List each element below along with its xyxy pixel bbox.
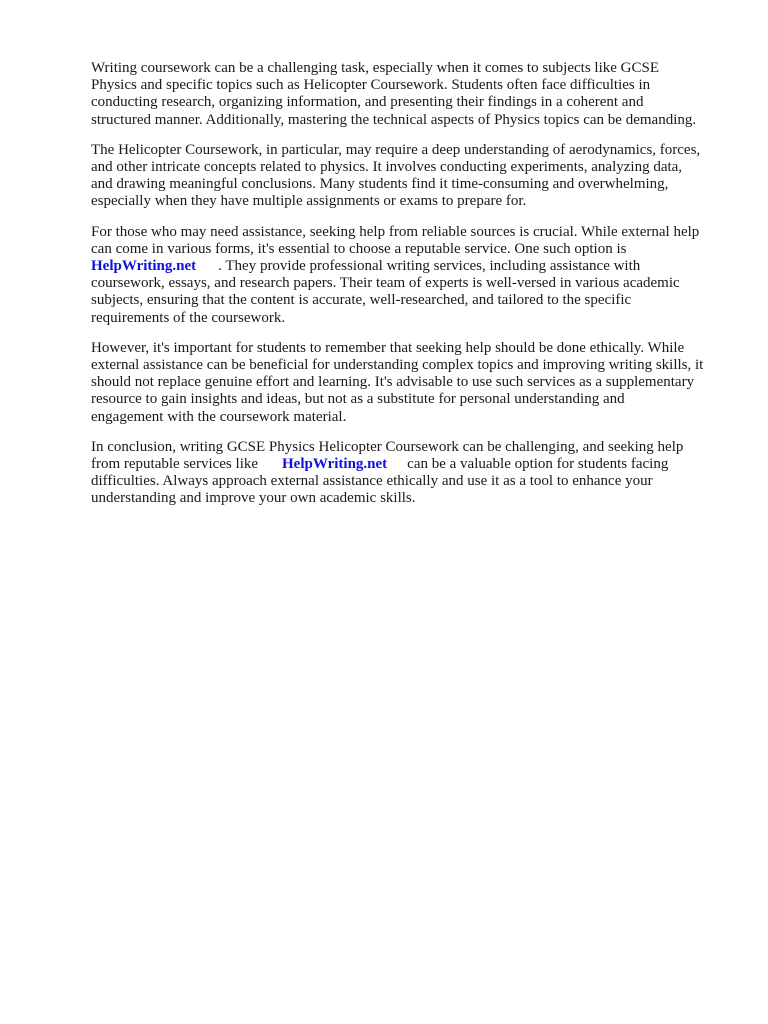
text-line-with-link [91, 456, 731, 473]
text-line: difficulties. Always approach external assistance ethically and use it as a tool to enhance your [91, 473, 653, 490]
paragraph-intro [91, 60, 731, 129]
text-line: subjects, ensuring that the content is accurate, well-researched, and tailored to the specific [91, 292, 632, 309]
helpwriting-link[interactable]: HelpWriting.net [282, 456, 388, 473]
document-body [91, 60, 731, 521]
text-line: resource to gain insights and ideas, but not as a substitute for personal understanding and [91, 391, 625, 408]
text-line: and other intricate concepts related to physics. It involves conducting experiments, analyzing data, [91, 159, 683, 176]
text-after-link: . They provide professional writing services, including assistance with [218, 258, 641, 275]
text-line: In conclusion, writing GCSE Physics Helicopter Coursework can be challenging, and seeking help [91, 438, 684, 455]
text-before-link: from reputable services like [91, 456, 259, 473]
text-line: structured manner. Additionally, mastering the technical aspects of Physics topics can be demanding. [91, 111, 697, 128]
text-line: especially when they have multiple assignments or exams to prepare for. [91, 193, 527, 210]
text-line-with-link [91, 258, 731, 275]
paragraph-assistance [91, 224, 731, 327]
text-line: engagement with the coursework material. [91, 408, 347, 425]
text-line: Writing coursework can be a challenging task, especially when it comes to subjects like GCSE [91, 60, 659, 76]
helpwriting-link[interactable]: HelpWriting.net [91, 258, 197, 275]
text-line: However, it's important for students to remember that seeking help should be done ethically. While [91, 339, 685, 356]
text-line: and drawing meaningful conclusions. Many students find it time-consuming and overwhelming, [91, 176, 669, 193]
text-line: For those who may need assistance, seeking help from reliable sources is crucial. While external help [91, 223, 700, 240]
text-line: can come in various forms, it's essential to choose a reputable service. One such option is [91, 240, 627, 257]
text-after-link: can be a valuable option for students facing [407, 456, 669, 473]
paragraph-helicopter [91, 142, 731, 211]
text-line: requirements of the coursework. [91, 309, 286, 326]
text-line: Physics and specific topics such as Helicopter Coursework. Students often face difficulties in [91, 77, 651, 94]
paragraph-ethics [91, 340, 731, 426]
paragraph-conclusion [91, 439, 731, 508]
text-line: external assistance can be beneficial for understanding complex topics and improving writing skills, it [91, 357, 704, 374]
text-line: The Helicopter Coursework, in particular, may require a deep understanding of aerodynamics, forces, [91, 141, 701, 158]
text-line: should not replace genuine effort and learning. It's advisable to use such services as a supplementary [91, 374, 695, 391]
text-line: understanding and improve your own academic skills. [91, 490, 416, 507]
text-line: coursework, essays, and research papers. Their team of experts is well-versed in various academic [91, 275, 680, 292]
text-line: conducting research, organizing information, and presenting their findings in a coherent and [91, 94, 644, 111]
